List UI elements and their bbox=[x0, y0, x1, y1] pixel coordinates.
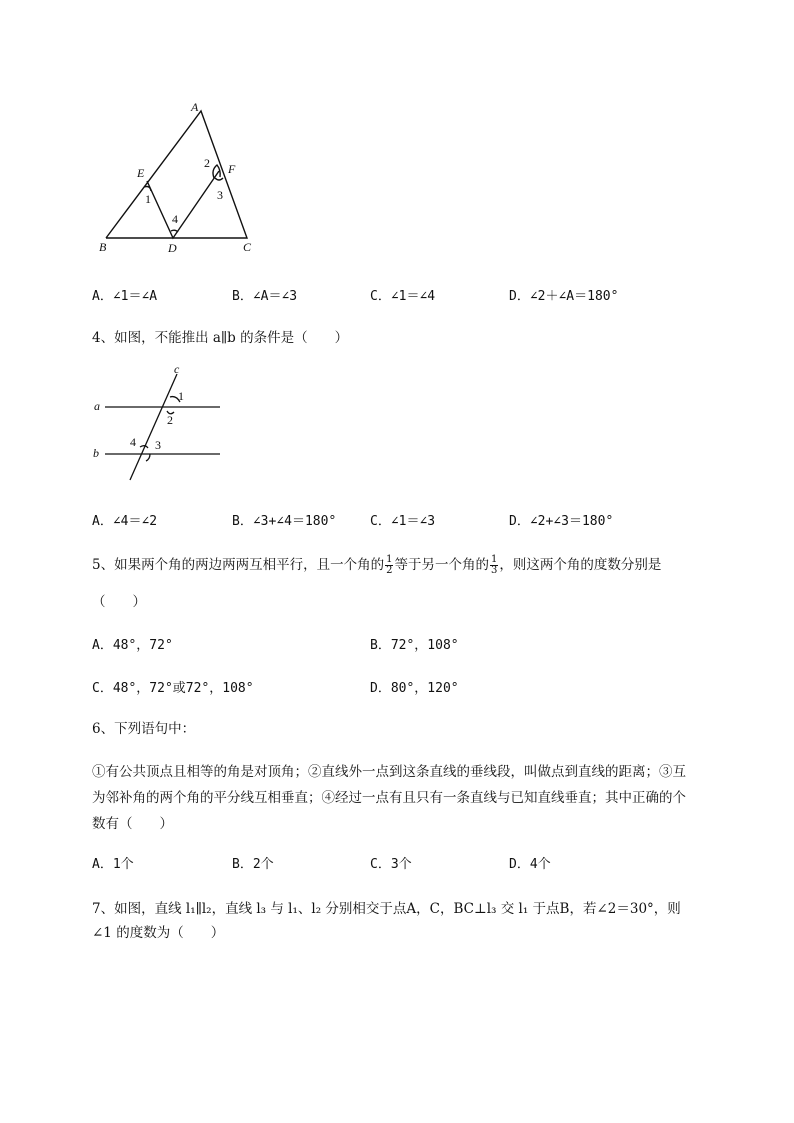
label-E: E bbox=[137, 166, 145, 180]
q6-option-a: A．1个 bbox=[92, 857, 134, 872]
q4-option-d: D．∠2+∠3＝180° bbox=[509, 514, 614, 529]
q5-option-c: C．48°，72°或72°，108° bbox=[92, 681, 254, 696]
label-A: A bbox=[191, 100, 199, 114]
label-c: c bbox=[174, 362, 180, 376]
q5-stem-part3: ，则这两个角的度数分别是 bbox=[499, 557, 662, 573]
angle-3-arc bbox=[146, 454, 150, 461]
q5-stem-part2: 等于另一个角的 bbox=[394, 557, 489, 573]
label-B: B bbox=[99, 240, 107, 254]
q5-stem-line2: （ ） bbox=[92, 594, 146, 610]
angle-3-arc bbox=[215, 178, 223, 180]
q3-option-d: D．∠2＋∠A＝180° bbox=[509, 289, 619, 304]
q4-option-a: A．∠4＝∠2 bbox=[92, 514, 158, 529]
q5-stem-part1: 5、如果两个角的两边两两互相平行，且一个角的 bbox=[92, 557, 385, 573]
label-F: F bbox=[228, 162, 236, 176]
label-a: a bbox=[94, 399, 100, 413]
q5-fraction-third: $\frac{1}{3}$ bbox=[490, 554, 498, 576]
q6-option-d: D．4个 bbox=[509, 857, 551, 872]
angle-1-arc bbox=[144, 187, 151, 192]
q5-option-b: B．72°，108° bbox=[370, 638, 459, 653]
label-C: C bbox=[243, 240, 252, 254]
parallel-lines-figure bbox=[90, 362, 230, 487]
q7-text-line2: ∠1 的度数为（ ） bbox=[92, 925, 225, 941]
q4-stem: 4、如图，不能推出 a∥b 的条件是（ ） bbox=[92, 330, 349, 346]
label-3: 3 bbox=[217, 188, 223, 202]
q4-option-b: B．∠3+∠4＝180° bbox=[232, 514, 337, 529]
q7-text-line1: 7、如图，直线 l₁∥l₂，直线 l₃ 与 l₁、l₂ 分别相交于点A，C，BC⊥l₃ 交 l₁ 于点B，若∠2＝30°，则 bbox=[92, 901, 681, 917]
label-2: 2 bbox=[167, 413, 173, 427]
q5-fraction-half: $\frac{1}{2}$ bbox=[386, 554, 393, 576]
label-4: 4 bbox=[130, 435, 136, 449]
label-4: 4 bbox=[172, 212, 178, 226]
angle-4-arc bbox=[171, 230, 178, 232]
q3-option-b: B．∠A＝∠3 bbox=[232, 289, 298, 304]
triangle-figure bbox=[95, 98, 265, 258]
q6-text-line1: ①有公共顶点且相等的角是对顶角；②直线外一点到这条直线的垂线段，叫做点到直线的距离；③互 bbox=[92, 764, 686, 780]
q3-option-c: C．∠1＝∠4 bbox=[370, 289, 436, 304]
q6-option-c: C．3个 bbox=[370, 857, 412, 872]
q4-option-c: C．∠1＝∠3 bbox=[370, 514, 436, 529]
q6-stem: 6、下列语句中： bbox=[92, 721, 196, 737]
label-1: 1 bbox=[178, 389, 184, 403]
label-2: 2 bbox=[204, 156, 210, 170]
line-c bbox=[130, 374, 177, 480]
segment-e-d-f bbox=[147, 171, 219, 238]
q5-option-a: A．48°，72° bbox=[92, 638, 173, 653]
q6-text-line2: 为邻补角的两个角的平分线互相垂直；④经过一点有且只有一条直线与已知直线垂直；其中正确的个 bbox=[92, 790, 686, 806]
label-1: 1 bbox=[145, 192, 151, 206]
q5-stem bbox=[92, 552, 661, 578]
q6-option-b: B．2个 bbox=[232, 857, 274, 872]
label-D: D bbox=[168, 241, 177, 255]
q5-option-d: D．80°，120° bbox=[370, 681, 459, 696]
label-3: 3 bbox=[155, 438, 161, 452]
q3-option-a: A．∠1＝∠A bbox=[92, 289, 158, 304]
q6-text-line3: 数有（ ） bbox=[92, 816, 173, 832]
label-b: b bbox=[93, 446, 99, 460]
